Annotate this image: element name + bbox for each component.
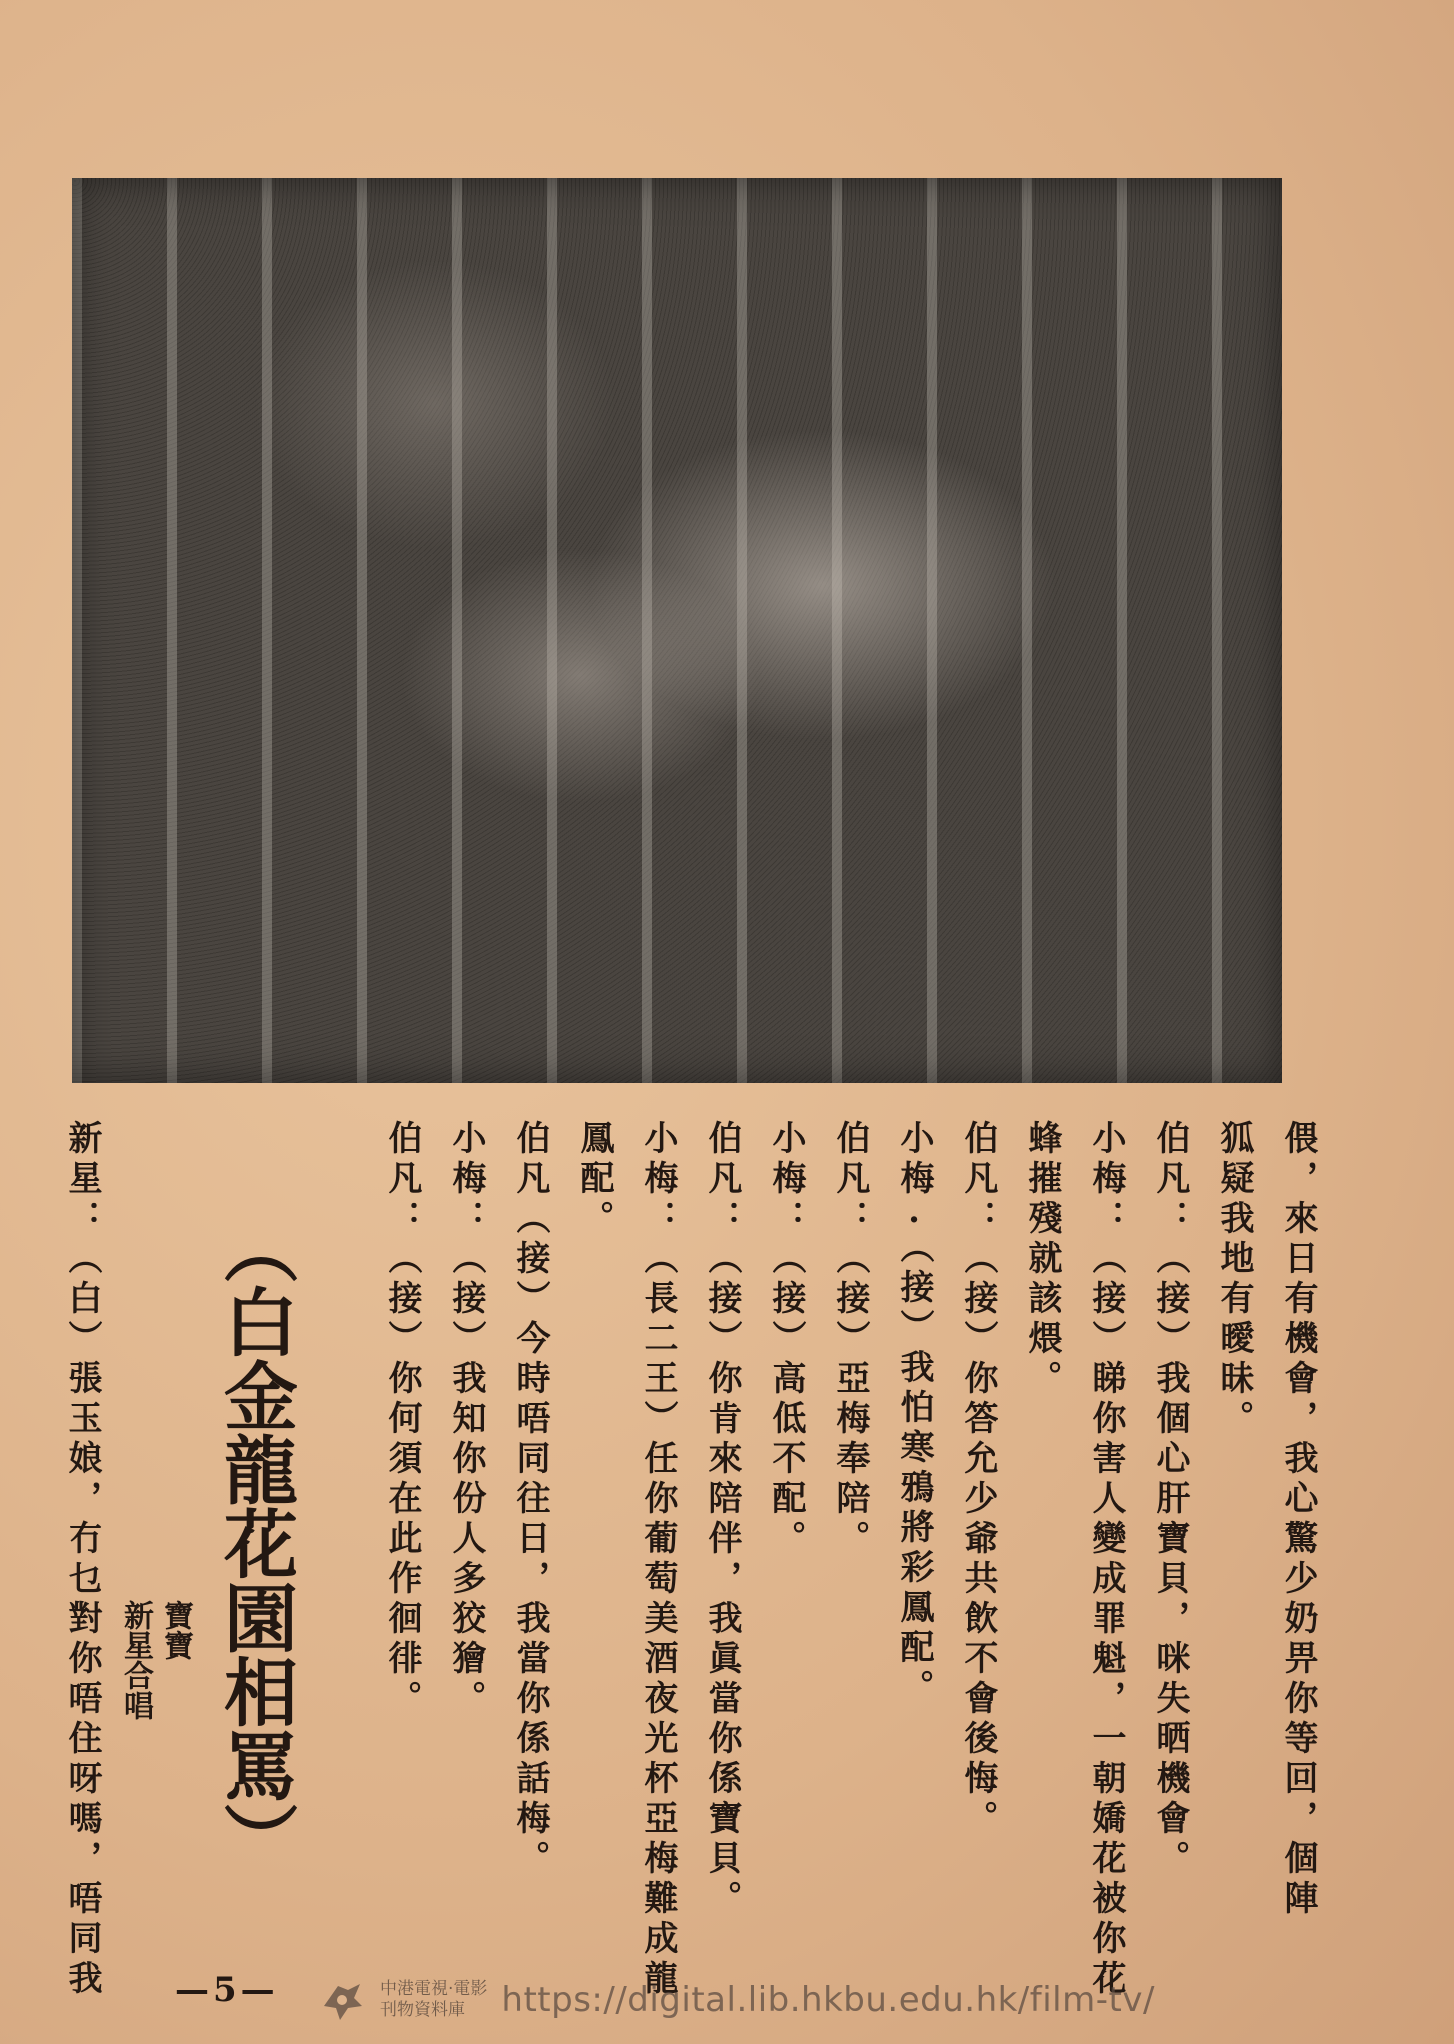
lyric-line: 伯凡：（接）亞梅奉陪。 [830, 1120, 870, 1560]
closing-line: 新星：（白）張玉娘，冇乜對你唔住呀嗎，唔同我 [62, 1120, 102, 2000]
lyric-line: 偎，來日有機會，我心驚少奶畀你等回，個陣 [1278, 1120, 1318, 1920]
library-logo-icon [318, 1976, 366, 2024]
singer-line: 寶寶 [158, 1600, 193, 1660]
lyric-line: 伯凡：（接）我個心肝寶貝，咪失晒機會。 [1150, 1120, 1190, 1880]
lyric-line: 伯凡：（接）你肯來陪伴，我眞當你係寶貝。 [702, 1120, 742, 1920]
lyric-line: 小梅：（接）高低不配。 [766, 1120, 806, 1560]
watermark-line1: 中港電視·電影 [380, 1979, 488, 1999]
lyric-line: 小梅：（接）我知你份人多狡獪。 [446, 1120, 486, 1720]
singers-credit [115, 1600, 195, 1780]
lyric-line: 蜂摧殘就該煨。 [1022, 1120, 1062, 1400]
lyric-line: 伯凡（接）今時唔同往日，我當你係話梅。 [510, 1120, 550, 1880]
watermark-line2: 刊物資料庫 [380, 2000, 465, 2020]
singer-line: 新星合唱 [118, 1600, 153, 1720]
film-still-photo [72, 178, 1282, 1083]
lyric-line: 小梅·（接）我怕寒鴉將彩鳳配。 [894, 1120, 934, 1709]
lyric-line: 小梅：（長二王）任你葡萄美酒夜光杯亞梅難成龍 [638, 1120, 678, 2000]
watermark-text [380, 1979, 487, 2021]
lyric-line: 伯凡：（接）你何須在此作徊徘。 [382, 1120, 422, 1720]
lyric-line: 鳳配。 [574, 1120, 614, 1240]
lyric-line: 狐疑我地有曖昧。 [1214, 1120, 1254, 1440]
page-number: —5— [175, 1970, 279, 2010]
lyric-line: 小梅：（接）睇你害人變成罪魁，一朝嬌花被你花 [1086, 1120, 1126, 2000]
song-title: （白金龍花園相罵） [212, 1210, 298, 1876]
watermark-url[interactable]: https://digital.lib.hkbu.edu.hk/film-tv/ [501, 1980, 1155, 2020]
library-watermark [318, 1970, 1178, 2030]
lyric-line: 伯凡：（接）你答允少爺共飲不會後悔。 [958, 1120, 998, 1840]
